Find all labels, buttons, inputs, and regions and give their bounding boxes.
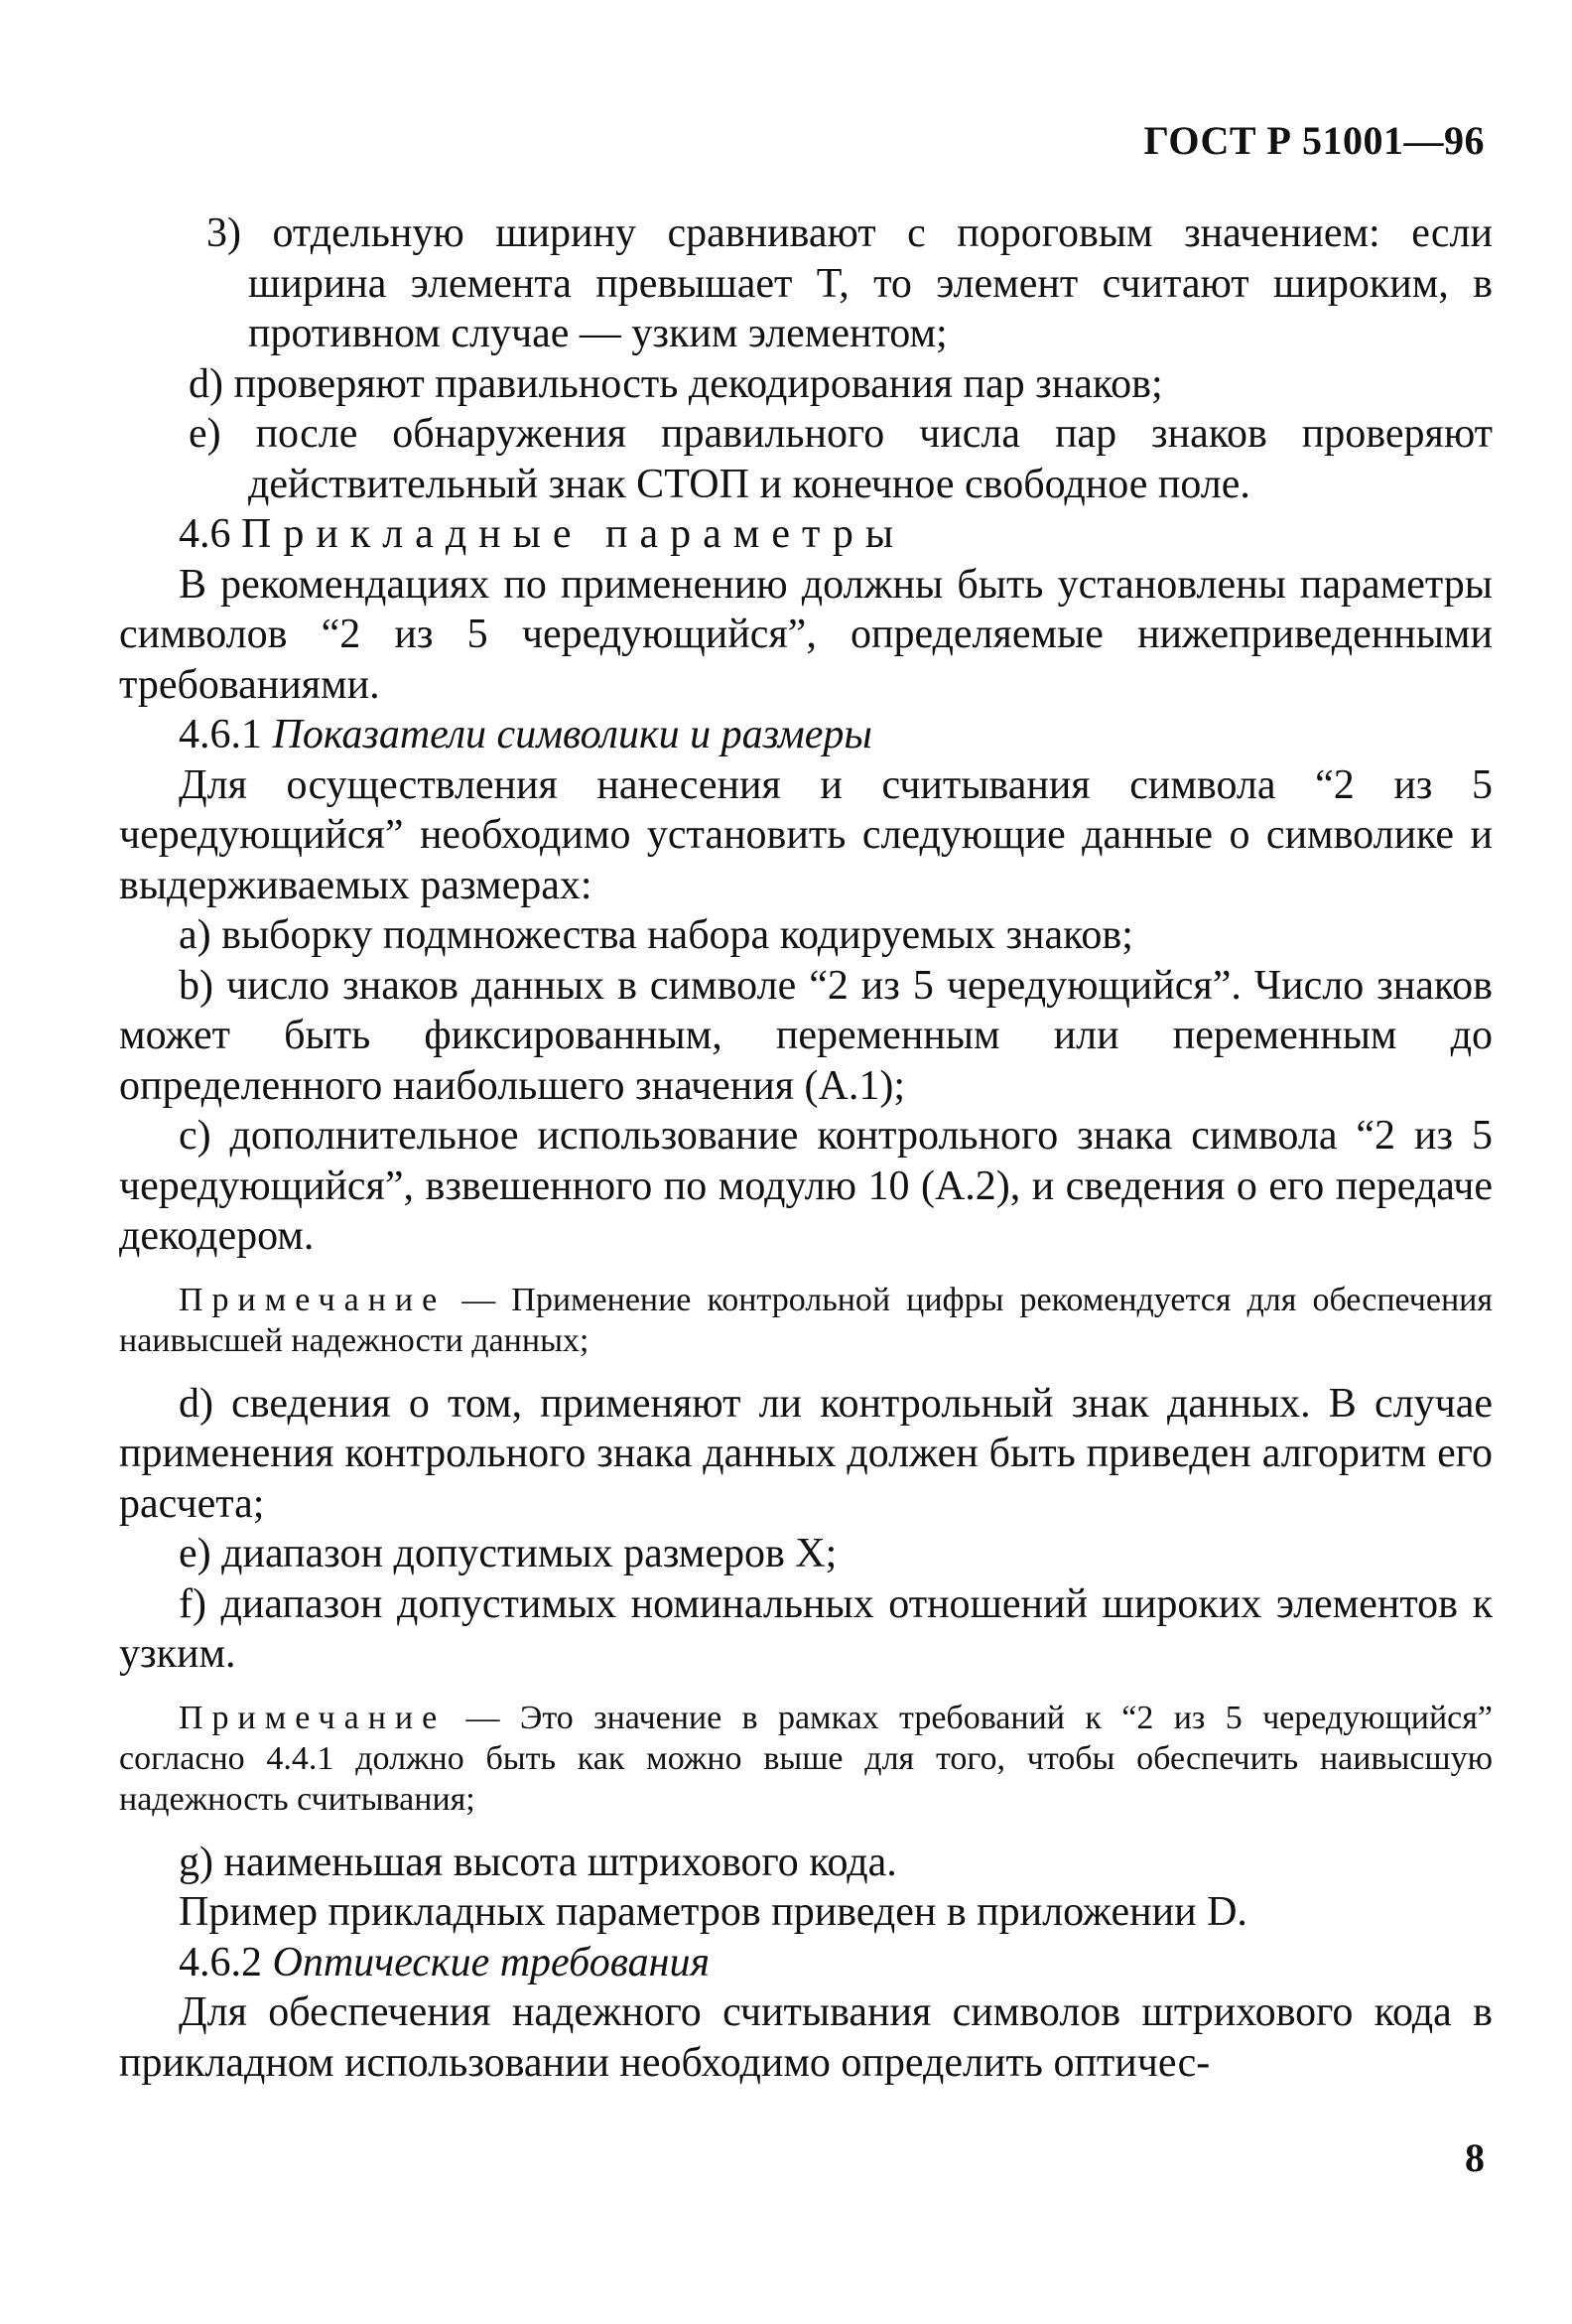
item-e-stop: e) после обнаружения правильного числа пар знаков проверяют действительный знак СТОП и конечное свободное поле. <box>189 411 1493 507</box>
section-4-6-text: В рекомендациях по применению должны быть установлены параметры символов “2 из 5 чередующийся”, определяемые нижеприведенными требованиями. <box>119 561 1493 708</box>
item-f: f) диапазон допустимых номинальных отношений широких элементов к узким. <box>119 1580 1493 1677</box>
section-4-6-2-heading <box>119 1938 1493 1988</box>
section-4-6-1-intro: Для осуществления нанесения и считывания символа “2 из 5 чередующийся” необходимо установить следующие данные о символике и выдерживаемых размерах: <box>119 761 1493 908</box>
section-4-6-2-title: Оптические требования <box>272 1939 711 1985</box>
note-2 <box>119 1698 1493 1820</box>
section-4-6-2-number: 4.6.2 <box>179 1939 262 1985</box>
example-reference: Пример прикладных параметров приведен в приложении D. <box>179 1889 1247 1935</box>
item-a: a) выборку подмножества набора кодируемых знаков; <box>179 912 1133 958</box>
note-1 <box>119 1280 1493 1361</box>
section-4-6-number: 4.6 <box>179 511 231 557</box>
item-3: 3) отдельную ширину сравнивают с пороговым значением: если ширина элемента превышает T, то элемент считают широким, в противном случае — узким элементом; <box>206 210 1493 356</box>
document-body <box>119 208 1493 2088</box>
note-1-text: — Применение контрольной цифры рекомендуется для обеспечения наивысшей надежности данных; <box>119 1281 1493 1359</box>
section-4-6-heading <box>119 509 1493 560</box>
note-1-label: Примечание <box>179 1281 447 1318</box>
document-header-id: ГОСТ Р 51001—96 <box>1143 118 1485 163</box>
item-c: c) дополнительное использование контрольного знака символа “2 из 5 чередующийся”, взвешенного по модулю 10 (А.2), и сведения о его передаче декодером. <box>119 1113 1493 1259</box>
item-g: g) наименьшая высота штрихового кода. <box>179 1839 897 1885</box>
item-d: d) сведения о том, применяют ли контрольный знак данных. В случае применения контрольного знака данных должен быть приведен алгоритм его расчета; <box>119 1380 1493 1527</box>
section-4-6-1-number: 4.6.1 <box>179 712 262 757</box>
note-2-label: Примечание <box>179 1699 447 1736</box>
note-2-text: — Это значение в рамках требований к “2 из 5 чередующийся” согласно 4.4.1 должно быть как можно выше для того, чтобы обеспечить наивысшую надежность считывания; <box>119 1699 1493 1818</box>
item-e: e) диапазон допустимых размеров X; <box>179 1531 838 1576</box>
section-4-6-2-text: Для обеспечения надежного считывания символов штрихового кода в прикладном использовании необходимо определить оптичес- <box>119 1989 1493 2086</box>
item-d-decoding: d) проверяют правильность декодирования пар знаков; <box>189 360 1163 407</box>
item-b: b) число знаков данных в символе “2 из 5 чередующийся”. Число знаков может быть фиксированным, переменным или переменным до определенного наибольшего значения (А.1); <box>119 962 1493 1109</box>
page-number: 8 <box>1465 2135 1485 2180</box>
section-4-6-1-title: Показатели символики и размеры <box>272 712 872 757</box>
section-4-6-1-heading <box>119 710 1493 760</box>
section-4-6-title: Прикладные параметры <box>241 511 906 557</box>
